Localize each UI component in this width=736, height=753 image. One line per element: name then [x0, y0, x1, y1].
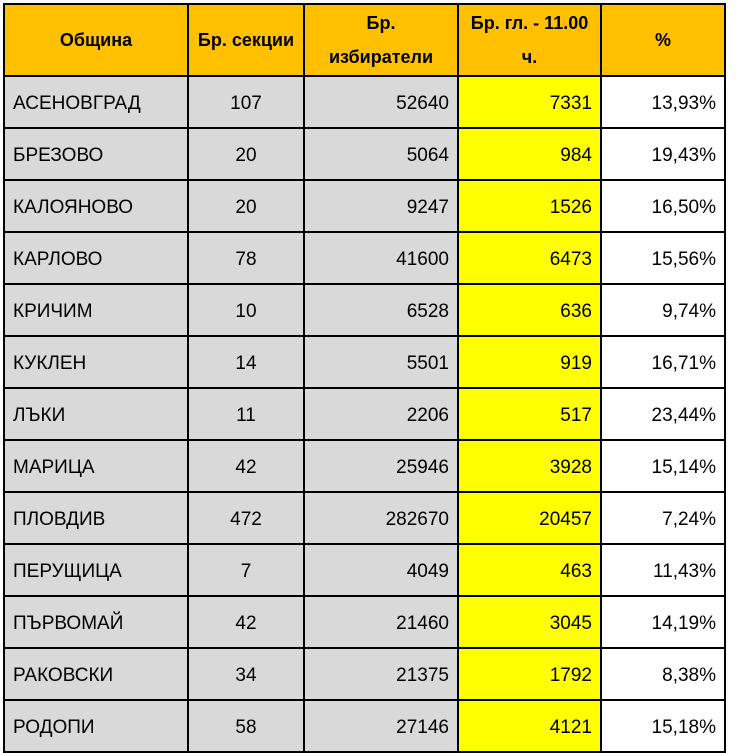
- voters-cell: 27146: [304, 700, 458, 752]
- votes-cell: 636: [458, 284, 601, 336]
- municipality-cell: МАРИЦА: [4, 440, 188, 492]
- header-voters: Бр. избиратели: [304, 4, 458, 76]
- municipality-cell: БРЕЗОВО: [4, 128, 188, 180]
- sections-cell: 472: [188, 492, 304, 544]
- votes-cell: 1792: [458, 648, 601, 700]
- percent-cell: 23,44%: [601, 388, 725, 440]
- voters-cell: 282670: [304, 492, 458, 544]
- percent-cell: 19,43%: [601, 128, 725, 180]
- votes-cell: 984: [458, 128, 601, 180]
- voters-cell: 2206: [304, 388, 458, 440]
- header-percent: %: [601, 4, 725, 76]
- municipality-cell: ПЪРВОМАЙ: [4, 596, 188, 648]
- table-row: [4, 492, 725, 544]
- municipality-cell: КАЛОЯНОВО: [4, 180, 188, 232]
- sections-cell: 10: [188, 284, 304, 336]
- percent-cell: 14,19%: [601, 596, 725, 648]
- sections-cell: 20: [188, 180, 304, 232]
- table-row: [4, 596, 725, 648]
- sections-cell: 14: [188, 336, 304, 388]
- votes-cell: 3045: [458, 596, 601, 648]
- voters-cell: 5501: [304, 336, 458, 388]
- votes-cell: 3928: [458, 440, 601, 492]
- header-sections: Бр. секции: [188, 4, 304, 76]
- sections-cell: 78: [188, 232, 304, 284]
- sections-cell: 107: [188, 76, 304, 128]
- table-row: [4, 180, 725, 232]
- municipality-cell: ПЕРУЩИЦА: [4, 544, 188, 596]
- sections-cell: 11: [188, 388, 304, 440]
- table-row: [4, 232, 725, 284]
- votes-cell: 517: [458, 388, 601, 440]
- percent-cell: 15,14%: [601, 440, 725, 492]
- municipality-cell: КУКЛЕН: [4, 336, 188, 388]
- municipality-cell: КРИЧИМ: [4, 284, 188, 336]
- municipality-cell: ПЛОВДИВ: [4, 492, 188, 544]
- voters-cell: 6528: [304, 284, 458, 336]
- table-row: [4, 700, 725, 752]
- voters-cell: 25946: [304, 440, 458, 492]
- percent-cell: 13,93%: [601, 76, 725, 128]
- percent-cell: 16,71%: [601, 336, 725, 388]
- municipality-cell: АСЕНОВГРАД: [4, 76, 188, 128]
- municipality-cell: КАРЛОВО: [4, 232, 188, 284]
- municipality-cell: ЛЪКИ: [4, 388, 188, 440]
- voters-cell: 41600: [304, 232, 458, 284]
- header-turnout: Бр. гл. - 11.00 ч.: [458, 4, 601, 76]
- votes-cell: 4121: [458, 700, 601, 752]
- sections-cell: 7: [188, 544, 304, 596]
- table-row: [4, 648, 725, 700]
- votes-cell: 919: [458, 336, 601, 388]
- votes-cell: 20457: [458, 492, 601, 544]
- table-row: [4, 544, 725, 596]
- percent-cell: 8,38%: [601, 648, 725, 700]
- sections-cell: 58: [188, 700, 304, 752]
- voters-cell: 5064: [304, 128, 458, 180]
- voters-cell: 9247: [304, 180, 458, 232]
- percent-cell: 9,74%: [601, 284, 725, 336]
- table-row: [4, 388, 725, 440]
- votes-cell: 1526: [458, 180, 601, 232]
- sections-cell: 42: [188, 596, 304, 648]
- voters-cell: 21375: [304, 648, 458, 700]
- sections-cell: 20: [188, 128, 304, 180]
- table-row: [4, 128, 725, 180]
- percent-cell: 11,43%: [601, 544, 725, 596]
- percent-cell: 15,56%: [601, 232, 725, 284]
- voters-cell: 52640: [304, 76, 458, 128]
- percent-cell: 15,18%: [601, 700, 725, 752]
- header-municipality: Община: [4, 4, 188, 76]
- table-row: [4, 76, 725, 128]
- voters-cell: 4049: [304, 544, 458, 596]
- votes-cell: 7331: [458, 76, 601, 128]
- table-row: [4, 284, 725, 336]
- sections-cell: 34: [188, 648, 304, 700]
- percent-cell: 7,24%: [601, 492, 725, 544]
- percent-cell: 16,50%: [601, 180, 725, 232]
- table-row: [4, 440, 725, 492]
- sections-cell: 42: [188, 440, 304, 492]
- header-row: [4, 4, 725, 76]
- votes-cell: 6473: [458, 232, 601, 284]
- turnout-table: [3, 3, 726, 753]
- municipality-cell: РАКОВСКИ: [4, 648, 188, 700]
- table-row: [4, 336, 725, 388]
- voters-cell: 21460: [304, 596, 458, 648]
- municipality-cell: РОДОПИ: [4, 700, 188, 752]
- votes-cell: 463: [458, 544, 601, 596]
